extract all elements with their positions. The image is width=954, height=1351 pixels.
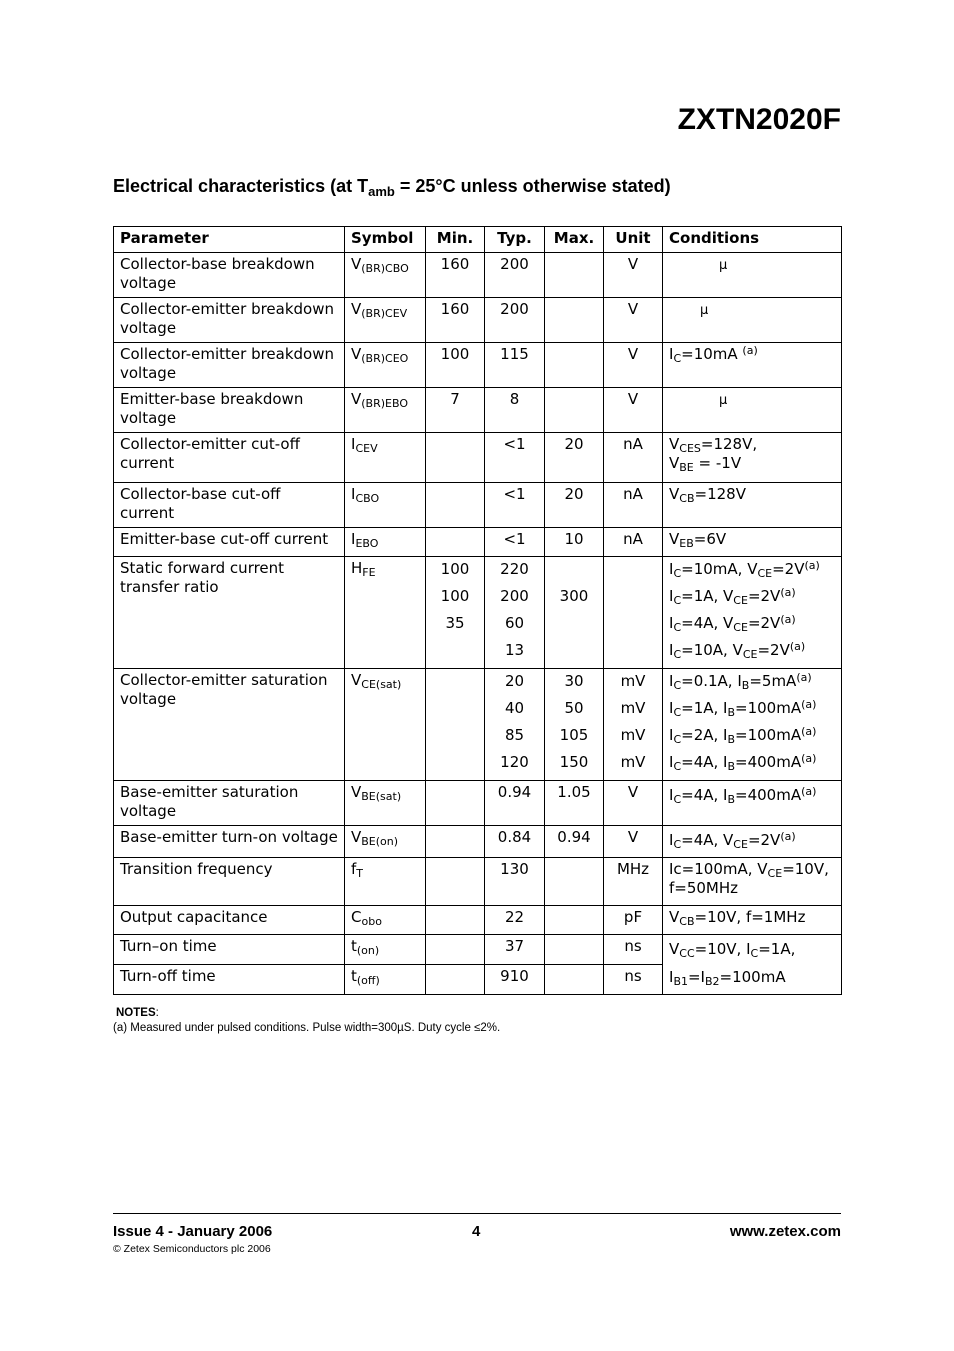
- notes-block: [113, 1006, 500, 1036]
- min-cell: [426, 781, 485, 826]
- typ-cell: 910: [485, 965, 545, 995]
- header-min: Min.: [426, 227, 485, 253]
- notes-heading: NOTES:: [116, 1007, 159, 1019]
- table-row: [114, 669, 842, 781]
- param-cell: Base-emitter turn-on voltage: [114, 826, 345, 858]
- header-unit: Unit: [604, 227, 663, 253]
- symbol-cell: $I_{CEV}$: [345, 433, 426, 483]
- header-symbol: Symbol: [345, 227, 426, 253]
- conditions-cell: [663, 253, 842, 298]
- unit-cell: V: [604, 781, 663, 826]
- param-cell: Base-emitter saturation voltage: [114, 781, 345, 826]
- min-cell: [426, 858, 485, 906]
- min-cell: 160: [426, 253, 485, 298]
- footer-copyright: © Zetex Semiconductors plc 2006: [113, 1243, 271, 1255]
- min-cell: 100 100 35: [426, 557, 485, 669]
- max-cell: [545, 906, 604, 935]
- symbol-cell: $I_{CBO}$: [345, 483, 426, 528]
- unit-cell: V: [604, 343, 663, 388]
- max-cell: [545, 253, 604, 298]
- unit-cell: MHz: [604, 858, 663, 906]
- unit-cell: V: [604, 826, 663, 858]
- symbol-cell: $H_{FE}$: [345, 557, 426, 669]
- mu-symbol: µ: [700, 303, 709, 318]
- conditions-cell: [663, 388, 842, 433]
- param-cell: Output capacitance: [114, 906, 345, 935]
- table-row: [114, 483, 842, 528]
- unit-cell: nA: [604, 528, 663, 557]
- max-cell: [545, 343, 604, 388]
- typ-cell: 37: [485, 935, 545, 965]
- param-cell: Collector-base cut-off current: [114, 483, 345, 528]
- footer-url: www.zetex.com: [729, 1223, 841, 1240]
- param-cell: Collector-emitter saturation voltage: [114, 669, 345, 781]
- conditions-cell: $I_C=10mA$, $V_{CE}=2V^{(a)}$ $I_C=1A$, $V_{CE}=2V^{(a)}$ $I_C=4A$, $V_{CE}=2V^{(a)}$ $I_C=10A$, $V_{CE}=2V^{(a)}$: [663, 557, 842, 669]
- min-cell: 7: [426, 388, 485, 433]
- min-cell: [426, 528, 485, 557]
- param-cell: Transition frequency: [114, 858, 345, 906]
- min-cell: [426, 483, 485, 528]
- footer-issue: Issue 4 - January 2006: [113, 1223, 273, 1240]
- unit-cell: ns: [604, 935, 663, 965]
- conditions-cell: $V_{CES}=128V$, $V_{BE} = -1V$: [663, 433, 842, 483]
- min-cell: [426, 433, 485, 483]
- symbol-cell: $f_T$: [345, 858, 426, 906]
- unit-cell: nA: [604, 483, 663, 528]
- max-cell: [545, 388, 604, 433]
- conditions-cell: $I_C=4A$, $I_B=400mA^{(a)}$: [663, 781, 842, 826]
- table-row: [114, 433, 842, 483]
- symbol-cell: $V_{BE(sat)}$: [345, 781, 426, 826]
- max-cell: 0.94: [545, 826, 604, 858]
- page-number: 4: [472, 1223, 481, 1240]
- conditions-cell: Ic=100mA, $V_{CE}=10V$, f=50MHz: [663, 858, 842, 906]
- table-row: [114, 781, 842, 826]
- unit-cell: ns: [604, 965, 663, 995]
- typ-cell: 0.94: [485, 781, 545, 826]
- typ-cell: 115: [485, 343, 545, 388]
- table-row: [114, 906, 842, 935]
- max-cell: [545, 965, 604, 995]
- electrical-characteristics-table: [113, 226, 842, 995]
- symbol-cell: $I_{EBO}$: [345, 528, 426, 557]
- header-conditions: Conditions: [663, 227, 842, 253]
- param-cell: Collector-emitter breakdown voltage: [114, 343, 345, 388]
- unit-cell: pF: [604, 906, 663, 935]
- typ-cell: <1: [485, 483, 545, 528]
- min-cell: [426, 906, 485, 935]
- max-cell: [545, 858, 604, 906]
- min-cell: 160: [426, 298, 485, 343]
- conditions-cell: $I_C=0.1A$, $I_B=5mA^{(a)}$ $I_C=1A$, $I_B=100mA^{(a)}$ $I_C=2A$, $I_B=100mA^{(a)}$ $I_C=4A$, $I_B=400mA^{(a)}$: [663, 669, 842, 781]
- header-parameter: Parameter: [114, 227, 345, 253]
- conditions-cell: $V_{CB}=10V$, f=1MHz: [663, 906, 842, 935]
- max-cell: 30 50 105 150: [545, 669, 604, 781]
- min-cell: [426, 965, 485, 995]
- unit-cell: V: [604, 298, 663, 343]
- max-cell: 20: [545, 433, 604, 483]
- min-cell: [426, 669, 485, 781]
- table-header-row: [114, 227, 842, 253]
- typ-cell: <1: [485, 528, 545, 557]
- param-cell: Turn-off time: [114, 965, 345, 995]
- symbol-cell: $V_{(BR)EBO}$: [345, 388, 426, 433]
- typ-cell: 22: [485, 906, 545, 935]
- param-cell: Collector-emitter breakdown voltage: [114, 298, 345, 343]
- header-typ: Typ.: [485, 227, 545, 253]
- symbol-cell: $V_{CE(sat)}$: [345, 669, 426, 781]
- symbol-cell: $t_{(off)}$: [345, 965, 426, 995]
- max-cell: 10: [545, 528, 604, 557]
- symbol-cell: $t_{(on)}$: [345, 935, 426, 965]
- typ-cell: 220 200 60 13: [485, 557, 545, 669]
- footer-divider: [113, 1213, 841, 1214]
- param-cell: Collector-base breakdown voltage: [114, 253, 345, 298]
- param-cell: Turn–on time: [114, 935, 345, 965]
- symbol-cell: $V_{BE(on)}$: [345, 826, 426, 858]
- min-cell: 100: [426, 343, 485, 388]
- table-row: [114, 935, 842, 965]
- unit-cell: nA: [604, 433, 663, 483]
- unit-cell: [604, 557, 663, 669]
- max-cell: 20: [545, 483, 604, 528]
- conditions-cell: $V_{EB}=6V$: [663, 528, 842, 557]
- conditions-cell: $I_C=4A$, $V_{CE}=2V^{(a)}$: [663, 826, 842, 858]
- section-title: Electrical characteristics (at $T_{amb} = 25^\circ C$ unless otherwise stated): [113, 176, 671, 199]
- min-cell: [426, 935, 485, 965]
- typ-cell: <1: [485, 433, 545, 483]
- symbol-cell: $V_{(BR)CEV}$: [345, 298, 426, 343]
- header-max: Max.: [545, 227, 604, 253]
- max-cell: [545, 298, 604, 343]
- note-a: (a) Measured under pulsed conditions. Pulse width=300µS. Duty cycle ≤2%.: [113, 1022, 501, 1034]
- typ-cell: 130: [485, 858, 545, 906]
- unit-cell: V: [604, 388, 663, 433]
- table-row: [114, 298, 842, 343]
- table-row: [114, 557, 842, 669]
- mu-symbol: µ: [719, 393, 728, 408]
- max-cell: 300: [545, 557, 604, 669]
- table-row: [114, 388, 842, 433]
- max-cell: 1.05: [545, 781, 604, 826]
- symbol-cell: $C_{obo}$: [345, 906, 426, 935]
- param-cell: Emitter-base breakdown voltage: [114, 388, 345, 433]
- unit-cell: mV mV mV mV: [604, 669, 663, 781]
- table-row: [114, 343, 842, 388]
- symbol-cell: $V_{(BR)CEO}$: [345, 343, 426, 388]
- param-cell: Static forward current transfer ratio: [114, 557, 345, 669]
- conditions-cell: $V_{CC}=10V$, $I_C=1A$, $I_{B1}=I_{B2}=100mA$: [663, 935, 842, 995]
- typ-cell: 8: [485, 388, 545, 433]
- table-row: [114, 858, 842, 906]
- param-cell: Collector-emitter cut-off current: [114, 433, 345, 483]
- min-cell: [426, 826, 485, 858]
- table-row: [114, 826, 842, 858]
- conditions-cell: $I_C=10mA$ $^{(a)}$: [663, 343, 842, 388]
- conditions-cell: $V_{CB}=128V$: [663, 483, 842, 528]
- typ-cell: 200: [485, 298, 545, 343]
- symbol-cell: $V_{(BR)CBO}$: [345, 253, 426, 298]
- mu-symbol: µ: [719, 258, 728, 273]
- max-cell: [545, 935, 604, 965]
- param-cell: Emitter-base cut-off current: [114, 528, 345, 557]
- table-row: [114, 253, 842, 298]
- unit-cell: V: [604, 253, 663, 298]
- typ-cell: 0.84: [485, 826, 545, 858]
- part-number: ZXTN2020F: [677, 103, 841, 136]
- typ-cell: 200: [485, 253, 545, 298]
- typ-cell: 20 40 85 120: [485, 669, 545, 781]
- conditions-cell: [663, 298, 842, 343]
- table-row: [114, 528, 842, 557]
